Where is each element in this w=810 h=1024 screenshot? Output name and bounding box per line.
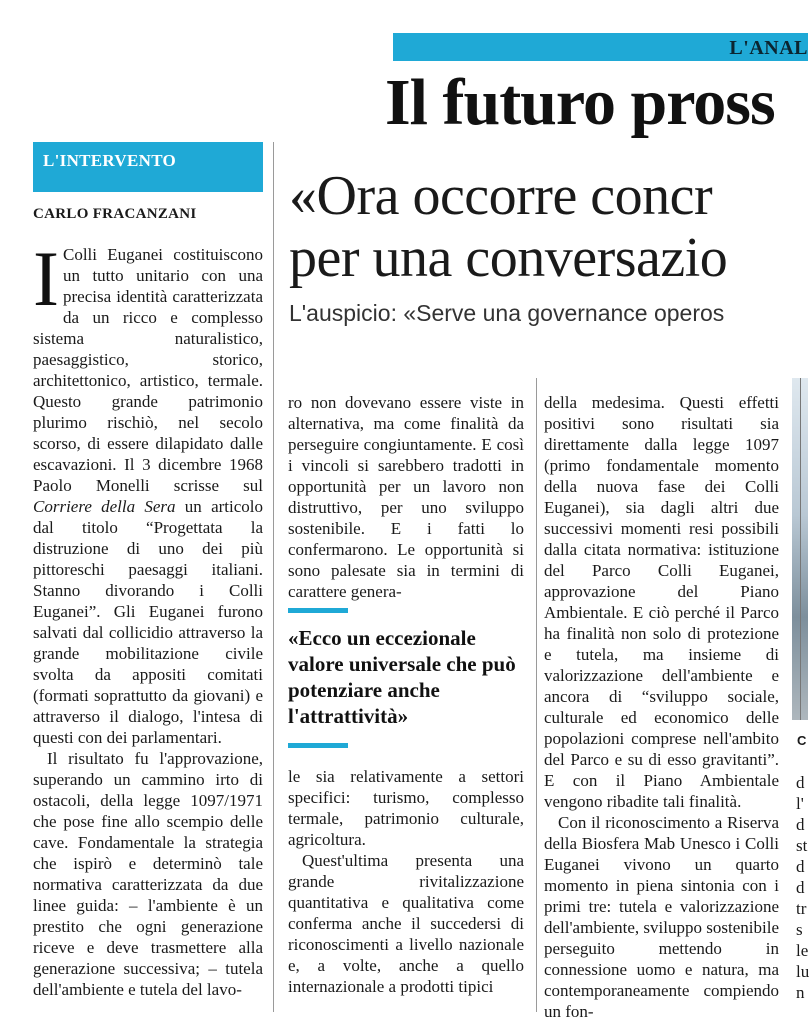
section-band [393, 33, 808, 61]
intervento-band [33, 142, 263, 192]
article-column-2-bottom: le sia relativamente a settori specifici: turismo, complesso termale, patrimonio culturale, agricoltura. Quest'ultima presenta una grande rivitalizzazione quantitativa e qualitativa come conferma anche il succedersi di riconoscimenti a livello nazionale e, a volte, anche a quello internazionale a prodotti tipici [288, 767, 524, 996]
intervento-label: L'INTERVENTO [43, 151, 177, 170]
column-1-paragraph-2: Il risultato fu l'approvazione, superando un cammino irto di ostacoli, della legge 1097/1971 che pose fine allo scempio delle cave. Fondamentale la strategia che ispirò e determinò tale normativa caratterizzata da due linee guida: – l'ambiente è un prestito che ogni generazione riceve e deve trasmettere alla generazione successiva; – tutela dell'ambiente e tutela del lavo- [33, 749, 263, 999]
drop-cap: I [33, 235, 59, 322]
subheadline [289, 165, 727, 289]
column-3-paragraph-1: della medesima. Questi effetti positivi sono risultati sia direttamente dalla legge 1097 (primo fondamentale momento della nuova fase dei Colli Euganei), sia dagli altri due successivi momenti resi possibili dalla citata normativa: istituzione del Parco Colli Euganei, approvazione del Piano Ambientale. E ciò perché il Parco ha finalità non solo di protezione e tutela, ma insieme di valorizzazione dell'ambiente e ancora di “sviluppo sociale, culturale ed economico delle popolazioni comprese nell'ambito del Parco e su di esso gravitanti”. E con il Piano Ambientale vengono ribadite tali finalità. [544, 393, 779, 811]
newspaper-name: Corriere della Sera [33, 497, 176, 516]
column-rule-1 [273, 142, 274, 1012]
subheadline-line-1: «Ora occorre concr [289, 165, 713, 227]
photo-edge [792, 378, 808, 720]
column-1-paragraph-1: I Colli Euganei costituiscono un tutto unitario con una precisa identità caratterizzata da un ricco e complesso sistema naturalistico, paesaggistico, storico, architettonico, artistico, termale. Questo grande patrimonio plurimo rischiò, nel secolo scorso, di essere dilapidato dalle escavazioni. Il 3 dicembre 1968 Paolo Monelli scrisse sul Corriere della Sera un articolo dal titolo “Progettata la distruzione di uno dei più pittoreschi paesaggi italiani. Stanno divorando i Colli Euganei”. Gli Euganei furono salvati dal collicidio attraverso la grande mobilitazione civile svolta da appositi comitati (formati soprattutto da giovani) e attraverso il dialogo, l'intesa di questi con dei parlamentari. [33, 235, 263, 747]
article-column-1 [33, 235, 263, 1016]
article-column-4-edge: d l' d st d d tr s le lu n [796, 773, 810, 1002]
subheadline-line-2: per una conversazio [289, 227, 728, 289]
photo-caption: C [797, 733, 807, 748]
article-column-2-top: ro non dovevano essere viste in alternativa, ma come finalità da perseguire congiuntamente. E così i vincoli si sarebbero tradotti in opportunità per un lavoro non distruttivo, per uno sviluppo sostenibile. E i fatti lo confermarono. Le opportunità si sono palesate sia in termini di carattere genera- [288, 393, 524, 601]
pull-quote-bar-top [288, 608, 348, 613]
article-column-3 [544, 392, 779, 1021]
pull-quote: «Ecco un eccezionale valore universale che può potenziare anche l'attrattività» [288, 626, 516, 728]
pull-quote-bar-bottom [288, 743, 348, 748]
auspicio-line: L'auspicio: «Serve una governance operos [289, 300, 725, 326]
headline: Il futuro pross [385, 66, 775, 139]
column-rule-2 [536, 378, 537, 1012]
section-label: L'ANAL [729, 37, 808, 59]
column-3-paragraph-2: Con il riconoscimento a Riserva della Biosfera Mab Unesco i Colli Euganei vivono un quarto momento in piena sintonia con i primi tre: tutela e valorizzazione dell'ambiente, sviluppo sostenibile perseguito mettendo in connessione uomo e natura, ma contemporaneamente compiendo un fon- [544, 813, 779, 1021]
author-name: CARLO FRACANZANI [33, 206, 197, 222]
